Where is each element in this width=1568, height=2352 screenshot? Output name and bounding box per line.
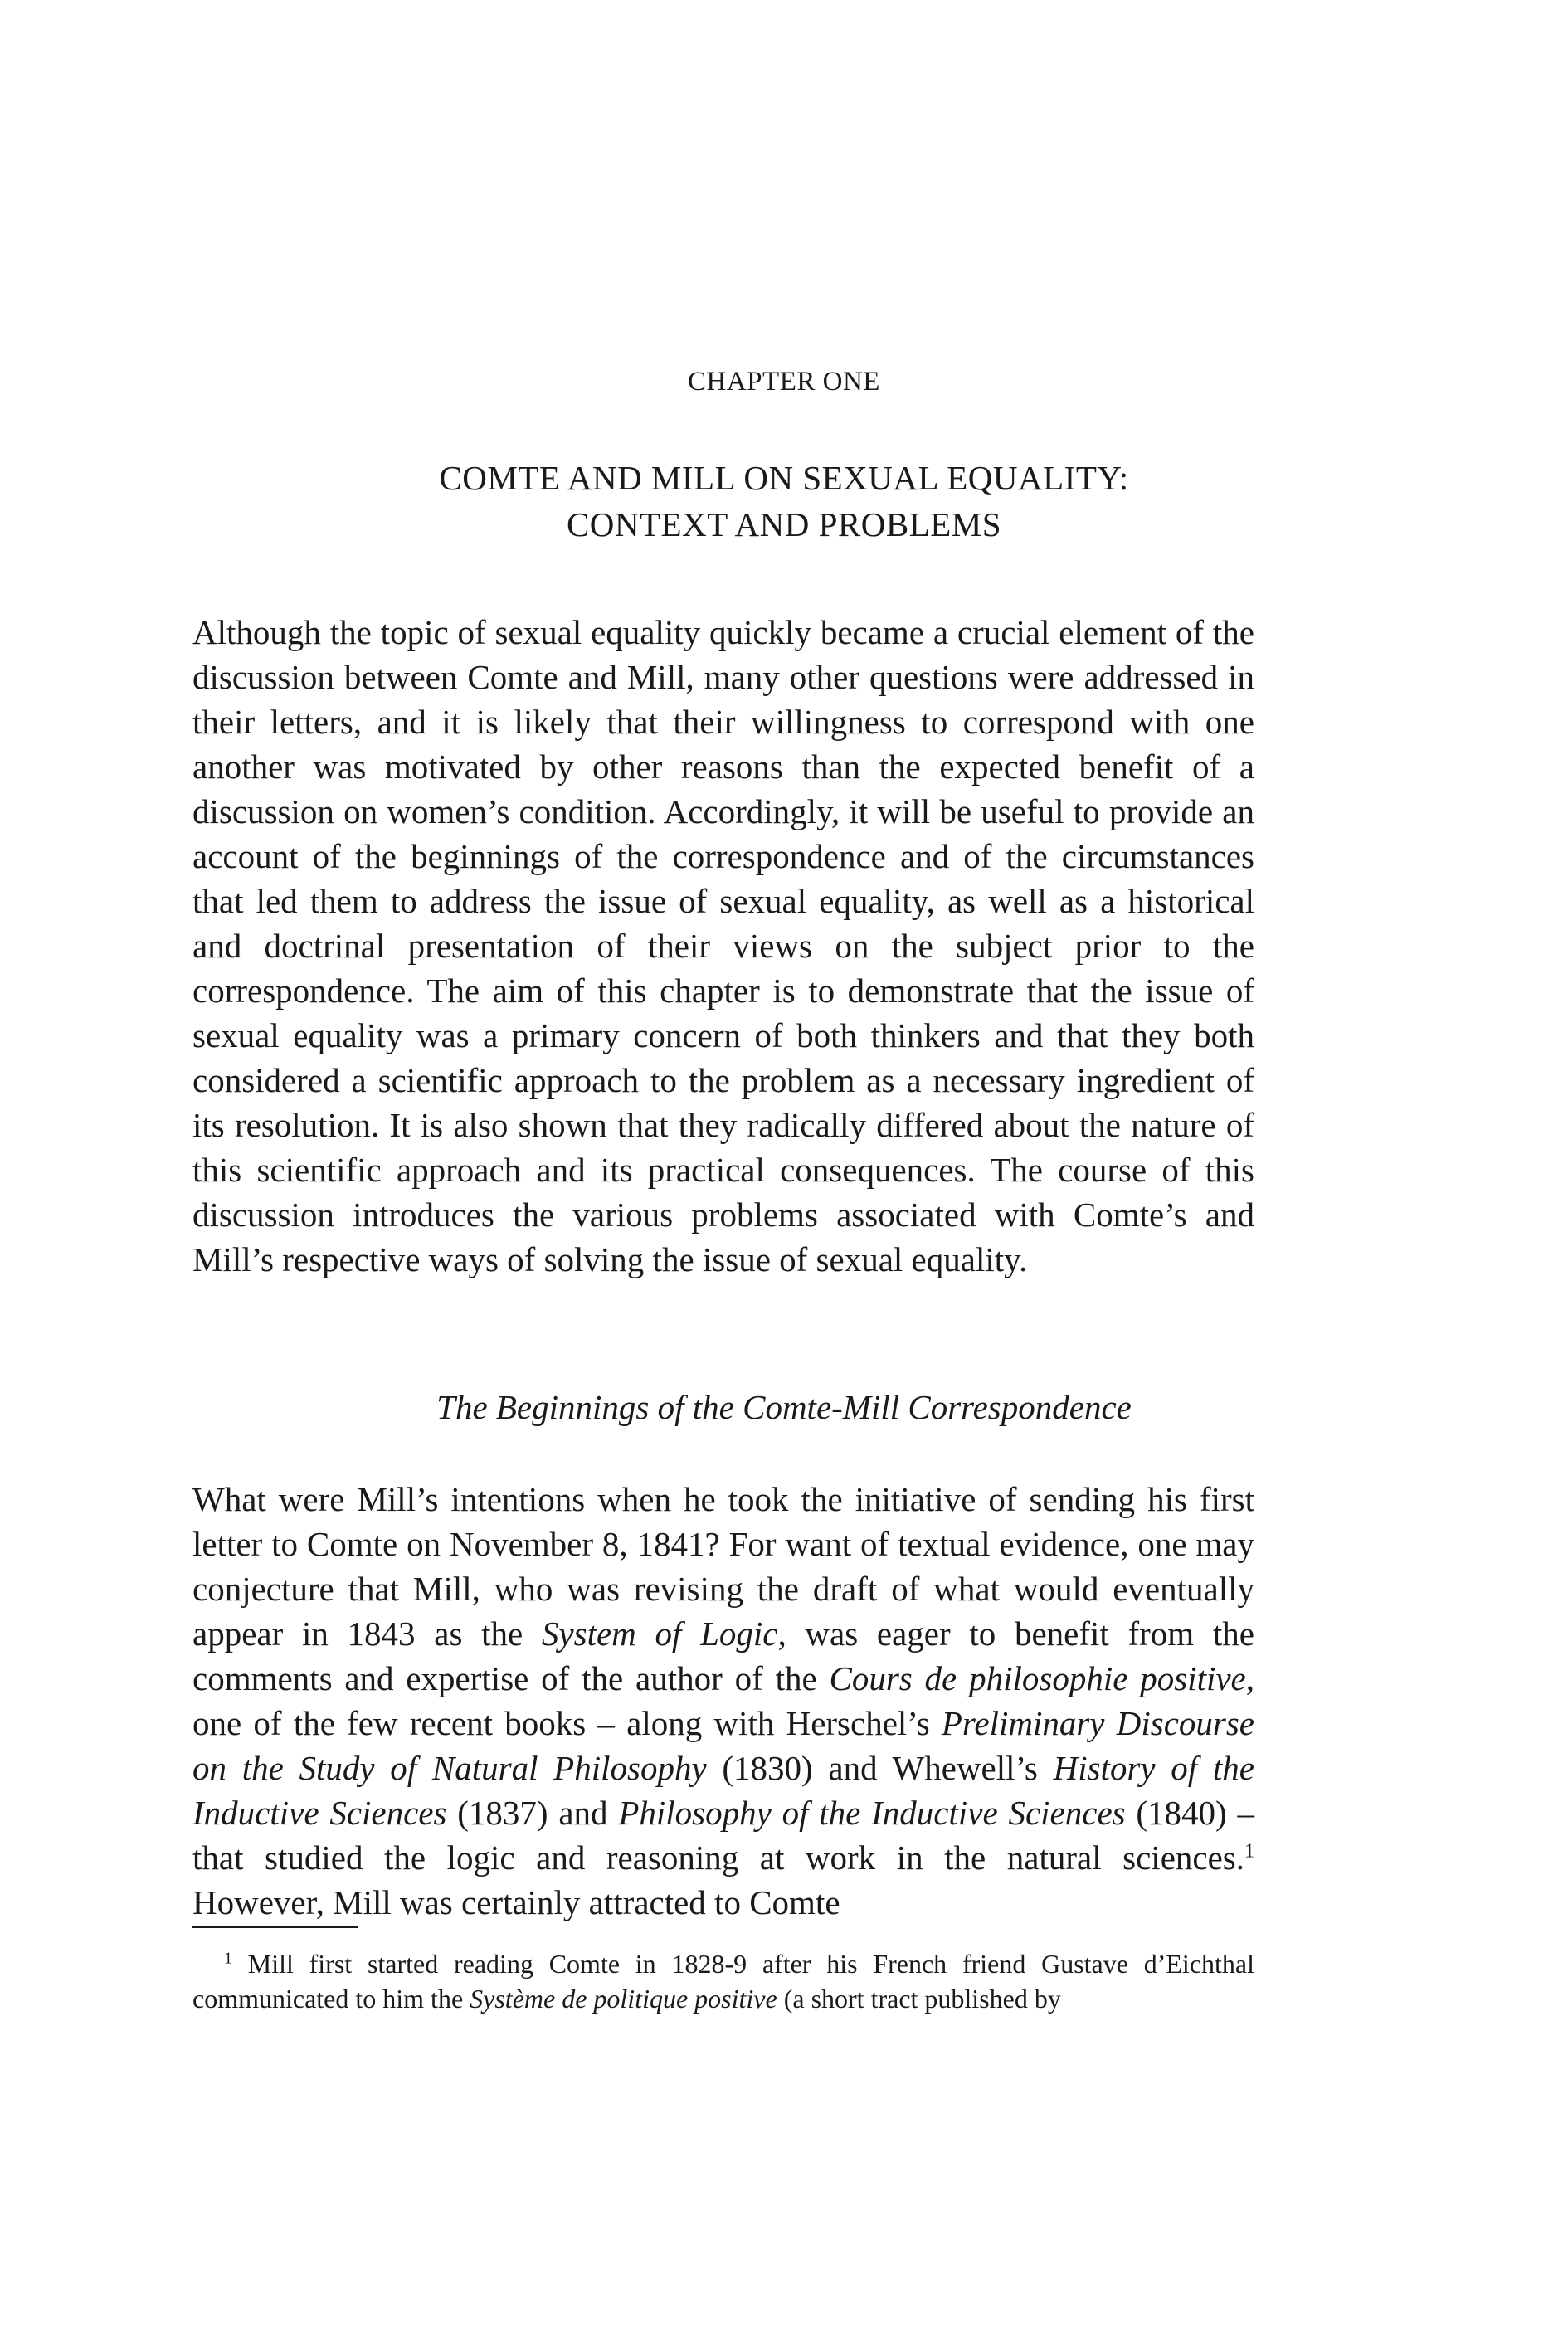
footnote: [192, 1946, 1254, 2016]
chapter-title-line-1: COMTE AND MILL ON SEXUAL EQUALITY:: [439, 459, 1129, 497]
footnote-divider: [192, 1926, 358, 1928]
paragraph-text: What were Mill’s intentions when he took the initiative of sending his first letter to Comte on November 8, 1841? For want of textual evidence, one may conjecture that Mill, who was revising the draft of what would eventually appear in 1843 as the: [192, 1480, 1254, 1653]
paragraph-text: (1837) and: [446, 1794, 619, 1832]
book-title: Preliminary Discourse on the Study of Natural Philosophy: [192, 1704, 1255, 1787]
footnote-book-title: Système de politique positive: [470, 1984, 777, 2014]
section-heading: The Beginnings of the Comte-Mill Correspondence: [436, 1388, 1132, 1426]
footnote-number: 1: [224, 1949, 232, 1968]
paragraph-text: However, Mill was certainly attracted to Comte: [192, 1883, 840, 1921]
chapter-title-line-2: CONTEXT AND PROBLEMS: [566, 505, 1002, 543]
paragraph-text: , one of the few recent books – along with Herschel’s: [192, 1659, 1254, 1742]
paragraph-text: (1840) – that studied the logic and reasoning at work in the natural sciences.: [192, 1794, 1254, 1877]
book-title: Philosophy of the Inductive Sciences: [618, 1794, 1126, 1832]
book-title: Cours de philosophie positive: [829, 1659, 1246, 1697]
intro-paragraph: Although the topic of sexual equality quickly became a crucial element of the discussion between Comte and Mill, many other questions were addressed in their letters, and it is likely that their willingness to correspond with one another was motivated by other reasons than the expected benefit of a discussion on women’s condition. Accordingly, it will be useful to provide an account of the beginnings of the correspondence and of the circumstances that led them to address the issue of sexual equality, as well as a historical and doctrinal presentation of their views on the subject prior to the correspondence. The aim of this chapter is to demonstrate that the issue of sexual equality was a primary concern of both thinkers and that they both considered a scientific approach to the problem as a necessary ingredient of its resolution. It is also shown that they radically differed about the nature of this scientific approach and its practical consequences. The course of this discussion introduces the various problems associated with Comte’s and Mill’s respective ways of solving the issue of sexual equality.: [192, 613, 1254, 1278]
footnote-text: (a short tract published by: [777, 1984, 1061, 2014]
paragraph-text: (1830) and Whewell’s: [706, 1749, 1054, 1787]
paragraph-text: , was eager to benefit from the comments and expertise of the author of the: [192, 1614, 1254, 1697]
body-paragraph: [192, 1477, 1254, 1925]
chapter-label: CHAPTER ONE: [688, 367, 880, 397]
chapter-title: [0, 455, 1568, 548]
footnote-text: Mill first started reading Comte in 1828-9 after his French friend Gustave d’Eichthal communicated to him the: [192, 1949, 1254, 2014]
book-title: History of the Inductive Sciences: [192, 1749, 1254, 1832]
book-title: System of Logic: [541, 1614, 778, 1653]
footnote-reference[interactable]: 1: [1244, 1840, 1254, 1863]
